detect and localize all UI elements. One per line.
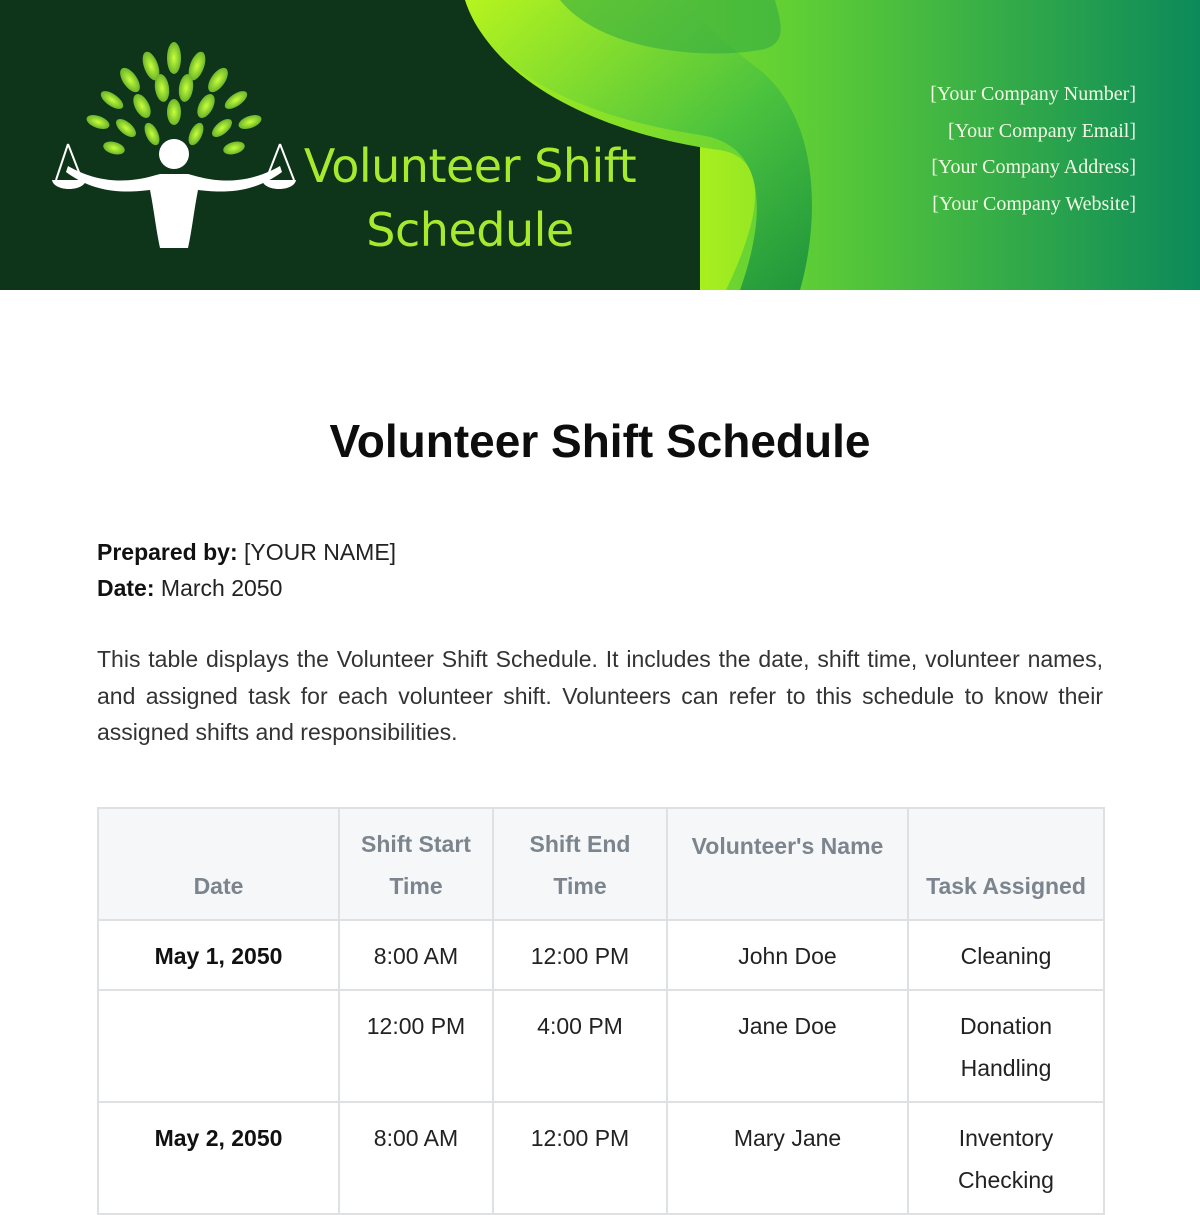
table-header-row [98, 808, 1104, 920]
document-title: Volunteer Shift Schedule [329, 415, 871, 467]
date-label: Date: [97, 575, 155, 601]
cell-end: 4:00 PM [493, 990, 667, 1102]
table-row [98, 990, 1104, 1102]
logo-title-line-2: Schedule [366, 203, 574, 257]
cell-name: Jane Doe [667, 990, 908, 1102]
header-task: Task Assigned [908, 808, 1104, 920]
header-date: Date [98, 808, 339, 920]
company-number: [Your Company Number] [930, 83, 1136, 105]
cell-start: 12:00 PM [339, 990, 493, 1102]
date-value: March 2050 [160, 575, 283, 601]
prepared-by-line [97, 534, 396, 570]
header-volunteer-name: Volunteer's Name [667, 808, 908, 920]
company-email: [Your Company Email] [948, 119, 1136, 142]
company-contact-block [930, 76, 1136, 222]
intro-paragraph: This table displays the Volunteer Shift Schedule. It includes the date, shift time, volunteer names, and assigned task for each volunteer shift. Volunteers can refer to this schedule to know their assigned shifts and responsibilities. [97, 646, 1103, 745]
table-row [98, 920, 1104, 990]
cell-task: Donation Handling [908, 990, 1104, 1102]
cell-end: 12:00 PM [493, 920, 667, 990]
cell-date: May 1, 2050 [98, 920, 339, 990]
logo-title-line-1: Volunteer Shift [303, 139, 637, 193]
cell-task: Inventory Checking [908, 1102, 1104, 1214]
prepared-by-value: [YOUR NAME] [244, 539, 397, 565]
header-shift-start: Shift Start Time [339, 808, 493, 920]
cell-name: Mary Jane [667, 1102, 908, 1214]
schedule-table [97, 807, 1105, 1215]
cell-end: 12:00 PM [493, 1102, 667, 1214]
cell-start: 8:00 AM [339, 1102, 493, 1214]
document-meta [97, 534, 396, 606]
cell-date [98, 990, 339, 1102]
company-address: [Your Company Address] [931, 156, 1136, 178]
cell-task: Cleaning [908, 920, 1104, 990]
logo-title [300, 134, 640, 262]
cell-start: 8:00 AM [339, 920, 493, 990]
header-shift-end: Shift End Time [493, 808, 667, 920]
header-banner [0, 0, 1200, 290]
date-line [97, 570, 396, 606]
cell-date: May 2, 2050 [98, 1102, 339, 1214]
company-website: [Your Company Website] [932, 192, 1136, 215]
table-row [98, 1102, 1104, 1214]
tree-scale-logo-icon [50, 40, 300, 255]
prepared-by-label: Prepared by: [97, 539, 238, 565]
cell-name: John Doe [667, 920, 908, 990]
